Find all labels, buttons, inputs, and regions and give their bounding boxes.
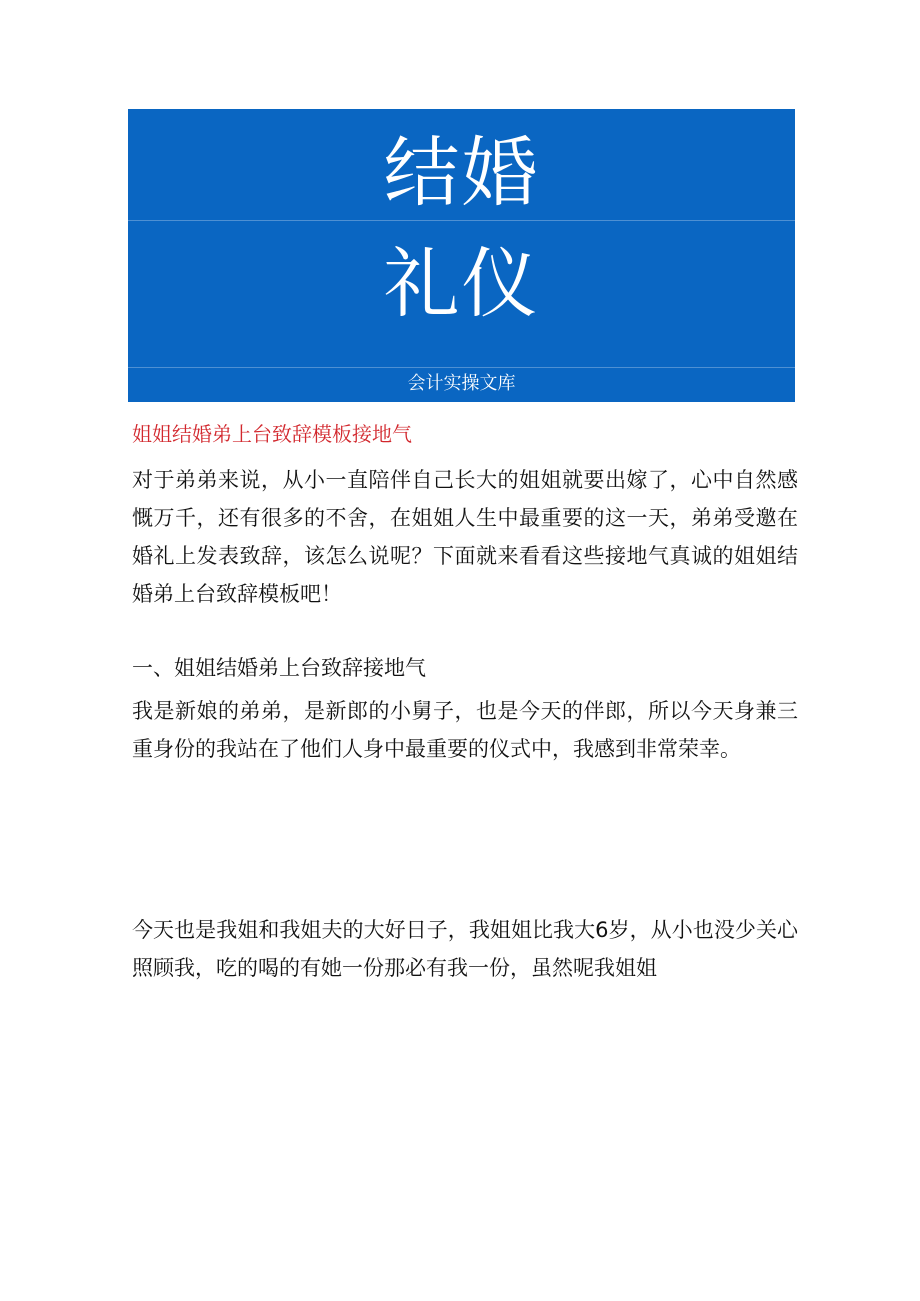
- cover-title-line-2: 礼仪: [383, 239, 540, 328]
- cover-banner: [128, 109, 795, 402]
- section-paragraph-2: 今天也是我姐和我姐夫的大好日子，我姐姐比我大6岁，从小也没少关心照顾我，吃的喝的有她一份那必有我一份，虽然呢我姐姐: [132, 918, 798, 980]
- cover-divider-line: [128, 220, 795, 221]
- cover-title-line-1: 结婚: [383, 128, 540, 217]
- cover-divider-line: [128, 367, 795, 368]
- document-body: [132, 418, 798, 987]
- intro-paragraph: 对于弟弟来说，从小一直陪伴自己长大的姐姐就要出嫁了，心中自然感慨万千，还有很多的不舍，在姐姐人生中最重要的这一天，弟弟受邀在婚礼上发表致辞，该怎么说呢？下面就来看看这些接地气真诚的姐姐结婚弟上台致辞模板吧！: [132, 468, 798, 606]
- cover-subtitle: 会计实操文库: [407, 373, 516, 394]
- section-heading: 一、姐姐结婚弟上台致辞接地气: [132, 656, 426, 680]
- document-title: 姐姐结婚弟上台致辞模板接地气: [132, 422, 412, 446]
- section-paragraph-1: 我是新娘的弟弟，是新郎的小舅子，也是今天的伴郎，所以今天身兼三重身份的我站在了他们人身中最重要的仪式中，我感到非常荣幸。: [132, 699, 798, 761]
